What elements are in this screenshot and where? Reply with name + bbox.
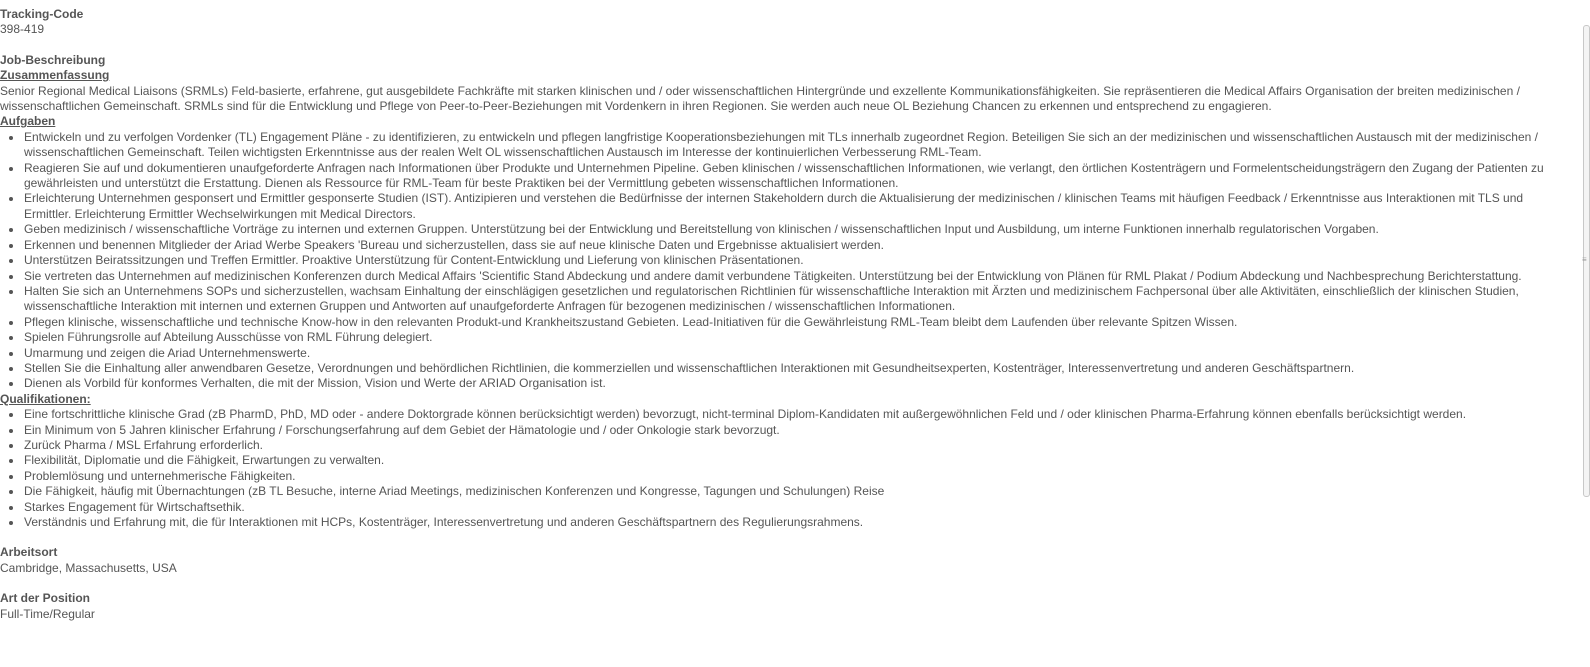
tasks-heading: Aufgaben	[0, 114, 56, 129]
summary-heading: Zusammenfassung	[0, 68, 110, 83]
tasks-list	[0, 130, 1570, 392]
scrollbar-grip-icon: ≡	[1582, 255, 1587, 264]
task-list-item: Umarmung und zeigen die Ariad Unternehmenswerte.	[24, 346, 1570, 361]
qualification-list-item: Die Fähigkeit, häufig mit Übernachtungen (zB TL Besuche, interne Ariad Meetings, medizinischen Konferenzen und Kongresse, Tagungen und Schulungen) Reise	[24, 484, 1570, 499]
task-list-item: Entwickeln und zu verfolgen Vordenker (TL) Engagement Pläne - zu identifizieren, zu entwickeln und pflegen langfristige Kooperationsbeziehungen mit TLs innerhalb zugeordnet Region. Beteiligen Sie sich an der medizinischen und wissenschaftlichen Austausch mit der medizinischen / wissenschaftlichen Gemeinschaft. Teilen wichtigsten Erkenntnisse aus der realen Welt OL wissenschaftlichen Austausch im Interesse der kontinuierlichen Verbesserung RML-Team.	[24, 130, 1570, 161]
task-list-item: Geben medizinisch / wissenschaftliche Vorträge zu internen und externen Gruppen. Unterstützung bei der Entwicklung und Bereitstellung von klinischen / wissenschaftlichen Input und Ausbildung, um interne Funktionen innerhalb regulatorischen Vorgaben.	[24, 222, 1570, 237]
qualification-list-item: Problemlösung und unternehmerische Fähigkeiten.	[24, 469, 1570, 484]
job-description-label: Job-Beschreibung	[0, 52, 106, 67]
section-gap	[0, 576, 1570, 591]
task-list-item: Erleichterung Unternehmen gesponsert und Ermittler gesponserte Studien (IST). Antizipieren und verstehen die Bedürfnisse der internen Stakeholdern durch die Aktualisierung der medizinischen / klinischen Teams mit häufigen Feedback / Erkenntnisse aus Interaktionen mit TLS und Ermittler. Erleichterung Ermittler Wechselwirkungen mit Medical Directors.	[24, 191, 1570, 222]
qualification-list-item: Starkes Engagement für Wirtschaftsethik.	[24, 500, 1570, 515]
qualification-list-item: Ein Minimum von 5 Jahren klinischer Erfahrung / Forschungserfahrung auf dem Gebiet der Hämatologie und / oder Onkologie stark bevorzugt.	[24, 423, 1570, 438]
task-list-item: Reagieren Sie auf und dokumentieren unaufgeforderte Anfragen nach Informationen über Produkte und Unternehmen Pipeline. Geben klinischen / wissenschaftlichen Informationen, wie verlangt, den örtlichen Kostenträgern und Formelentscheidungsträgern den Zugang der Patienten zu gewährleisten und unterstützt die Erstattung. Dienen als Ressource für RML-Team für beste Praktiken bei der Vermittlung gebeten wissenschaftlichen Informationen.	[24, 161, 1570, 192]
summary-text: Senior Regional Medical Liaisons (SRMLs) Feld-basierte, erfahrene, gut ausgebildete Fachkräfte mit starken klinischen und / oder wissenschaftlichen Hintergründe und exzellente Kommunikationsfähigkeiten. Sie repräsentieren die Medical Affairs Organisation der breiten medizinischen / wissenschaftlichen Gemeinschaft. SRMLs sind für die Entwicklung und Pflege von Peer-to-Peer-Beziehungen mit Vordenkern in ihren Regionen. Sie werden auch neue OL Beziehung Chancen zu erkennen und entsprechend zu engagieren.	[0, 83, 1520, 114]
qualification-list-item: Zurück Pharma / MSL Erfahrung erforderlich.	[24, 438, 1570, 453]
position-type-label: Art der Position	[0, 591, 91, 606]
task-list-item: Dienen als Vorbild für konformes Verhalten, die mit der Mission, Vision und Werte der ARIAD Organisation ist.	[24, 376, 1570, 391]
job-posting	[0, 7, 1570, 622]
task-list-item: Spielen Führungsrolle auf Abteilung Ausschüsse von RML Führung delegiert.	[24, 330, 1570, 345]
section-gap	[0, 530, 1570, 545]
qualification-list-item: Verständnis und Erfahrung mit, die für Interaktionen mit HCPs, Kostenträger, Interessenvertretung und anderen Geschäftspartnern des Regulierungsrahmens.	[24, 515, 1570, 530]
task-list-item: Erkennen und benennen Mitglieder der Ariad Werbe Speakers 'Bureau und sicherzustellen, dass sie auf neue klinische Daten und Ergebnisse aktualisiert werden.	[24, 238, 1570, 253]
tracking-code-value: 398-419	[0, 22, 45, 37]
vertical-scrollbar[interactable]	[1582, 0, 1590, 667]
position-type-value: Full-Time/Regular	[0, 606, 95, 621]
qualification-list-item: Eine fortschrittliche klinische Grad (zB PharmD, PhD, MD oder - andere Doktorgrade können berücksichtigt werden) bevorzugt, nicht-terminal Diplom-Kandidaten mit außergewöhnlichen Feld und / oder klinischen Pharma-Erfahrung können ebenfalls berücksichtigt werden.	[24, 407, 1570, 422]
location-label: Arbeitsort	[0, 545, 58, 560]
section-gap	[0, 38, 1570, 53]
task-list-item: Stellen Sie die Einhaltung aller anwendbaren Gesetze, Verordnungen und behördlichen Richtlinien, die kommerziellen und wissenschaftlichen Interaktionen mit Gesundheitsexperten, Kostenträger, Interessenvertretung und anderen Geschäftspartnern.	[24, 361, 1570, 376]
qualifications-list	[0, 407, 1570, 530]
task-list-item: Sie vertreten das Unternehmen auf medizinischen Konferenzen durch Medical Affairs 'Scientific Stand Abdeckung und andere damit verbundene Tätigkeiten. Unterstützung bei der Entwicklung von Plänen für RML Plakat / Podium Abdeckung und Nachbesprechung Berichterstattung.	[24, 269, 1570, 284]
location-value: Cambridge, Massachusetts, USA	[0, 560, 177, 575]
tracking-code-label: Tracking-Code	[0, 7, 84, 21]
qualifications-heading: Qualifikationen:	[0, 391, 91, 406]
task-list-item: Pflegen klinische, wissenschaftliche und technische Know-how in den relevanten Produkt-und Krankheitszustand Gebieten. Lead-Initiativen für die Gewährleistung RML-Team bleibt dem Laufenden über relevante Spitzen Wissen.	[24, 315, 1570, 330]
qualification-list-item: Flexibilität, Diplomatie und die Fähigkeit, Erwartungen zu verwalten.	[24, 453, 1570, 468]
task-list-item: Halten Sie sich an Unternehmens SOPs und sicherzustellen, wachsam Einhaltung der einschlägigen gesetzlichen und regulatorischen Richtlinien für wissenschaftliche Interaktion mit Ärzten und medizinischem Fachpersonal über alle Aktivitäten, einschließlich der klinischen Studien, wissenschaftliche Interaktion mit internen und externen Gruppen und Antworten auf unaufgeforderte Anfragen für bezogenen medizinischen / wissenschaftlichen Informationen.	[24, 284, 1570, 315]
task-list-item: Unterstützen Beiratssitzungen und Treffen Ermittler. Proaktive Unterstützung für Content-Entwicklung und Lieferung von klinischen Präsentationen.	[24, 253, 1570, 268]
